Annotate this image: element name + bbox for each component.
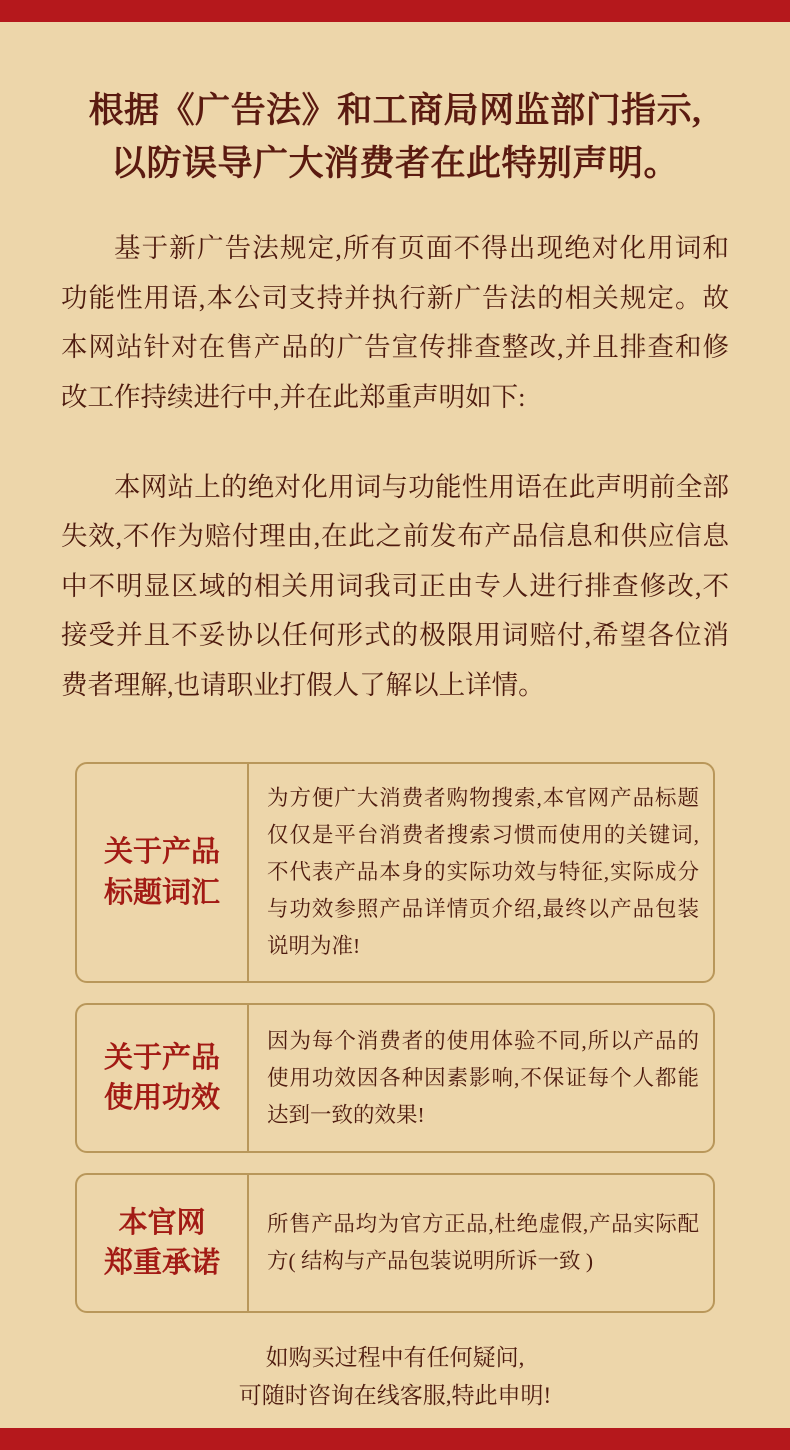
statement-paragraph-2: 本网站上的绝对化用词与功能性用语在此声明前全部失效,不作为赔付理由,在此之前发布产品信息和供应信息中不明显区域的相关用词我司正由专人进行排查修改,不接受并且不妥协以任何形式的极限用词赔付,希望各位消费者理解,也请职业打假人了解以上详情。 bbox=[61, 471, 729, 700]
page-title-line-1: 根据《广告法》和工商局网监部门指示, bbox=[88, 91, 702, 130]
page-title bbox=[55, 84, 735, 190]
notice-card-1-label bbox=[77, 764, 249, 981]
notice-card-3-text: 所售产品均为官方正品,杜绝虚假,产品实际配方( 结构与产品包装说明所诉一致 ) bbox=[267, 1212, 699, 1274]
notice-card-2-label-line-1: 关于产品 bbox=[103, 1041, 220, 1074]
notice-card-product-effect bbox=[75, 1003, 715, 1153]
notice-card-list bbox=[75, 762, 715, 1313]
notice-card-3-label-line-2: 郑重承诺 bbox=[103, 1247, 220, 1280]
notice-card-3-label bbox=[77, 1175, 249, 1311]
notice-card-1-text: 为方便广大消费者购物搜索,本官网产品标题仅仅是平台消费者搜索习惯而使用的关键词,不代表产品本身的实际功效与特征,实际成分与功效参照产品详情页介绍,最终以产品包装说明为准! bbox=[267, 786, 699, 959]
footer-note bbox=[55, 1339, 735, 1415]
notice-card-1-label-line-1: 关于产品 bbox=[103, 836, 220, 869]
notice-card-product-title bbox=[75, 762, 715, 983]
notice-card-3-label-line-1: 本官网 bbox=[118, 1206, 206, 1239]
notice-card-2-label-line-2: 使用功效 bbox=[103, 1082, 220, 1115]
notice-card-official-promise bbox=[75, 1173, 715, 1313]
disclaimer-panel bbox=[0, 22, 790, 1428]
footer-note-line-1: 如购买过程中有任何疑问, bbox=[265, 1345, 525, 1371]
notice-card-1-label-line-2: 标题词汇 bbox=[103, 876, 220, 909]
notice-card-2-text: 因为每个消费者的使用体验不同,所以产品的使用功效因各种因素影响,不保证每个人都能达到一致的效果! bbox=[267, 1028, 699, 1127]
page-title-line-2: 以防误导广大消费者在此特别声明。 bbox=[110, 144, 679, 184]
notice-card-2-label bbox=[77, 1005, 249, 1151]
footer-note-line-2: 可随时咨询在线客服,特此申明! bbox=[238, 1383, 552, 1409]
statement-paragraph-1: 基于新广告法规定,所有页面不得出现绝对化用词和功能性用语,本公司支持并执行新广告法的相关规定。故本网站针对在售产品的广告宣传排查整改,并且排查和修改工作持续进行中,并在此郑重声明如下: bbox=[61, 233, 729, 413]
